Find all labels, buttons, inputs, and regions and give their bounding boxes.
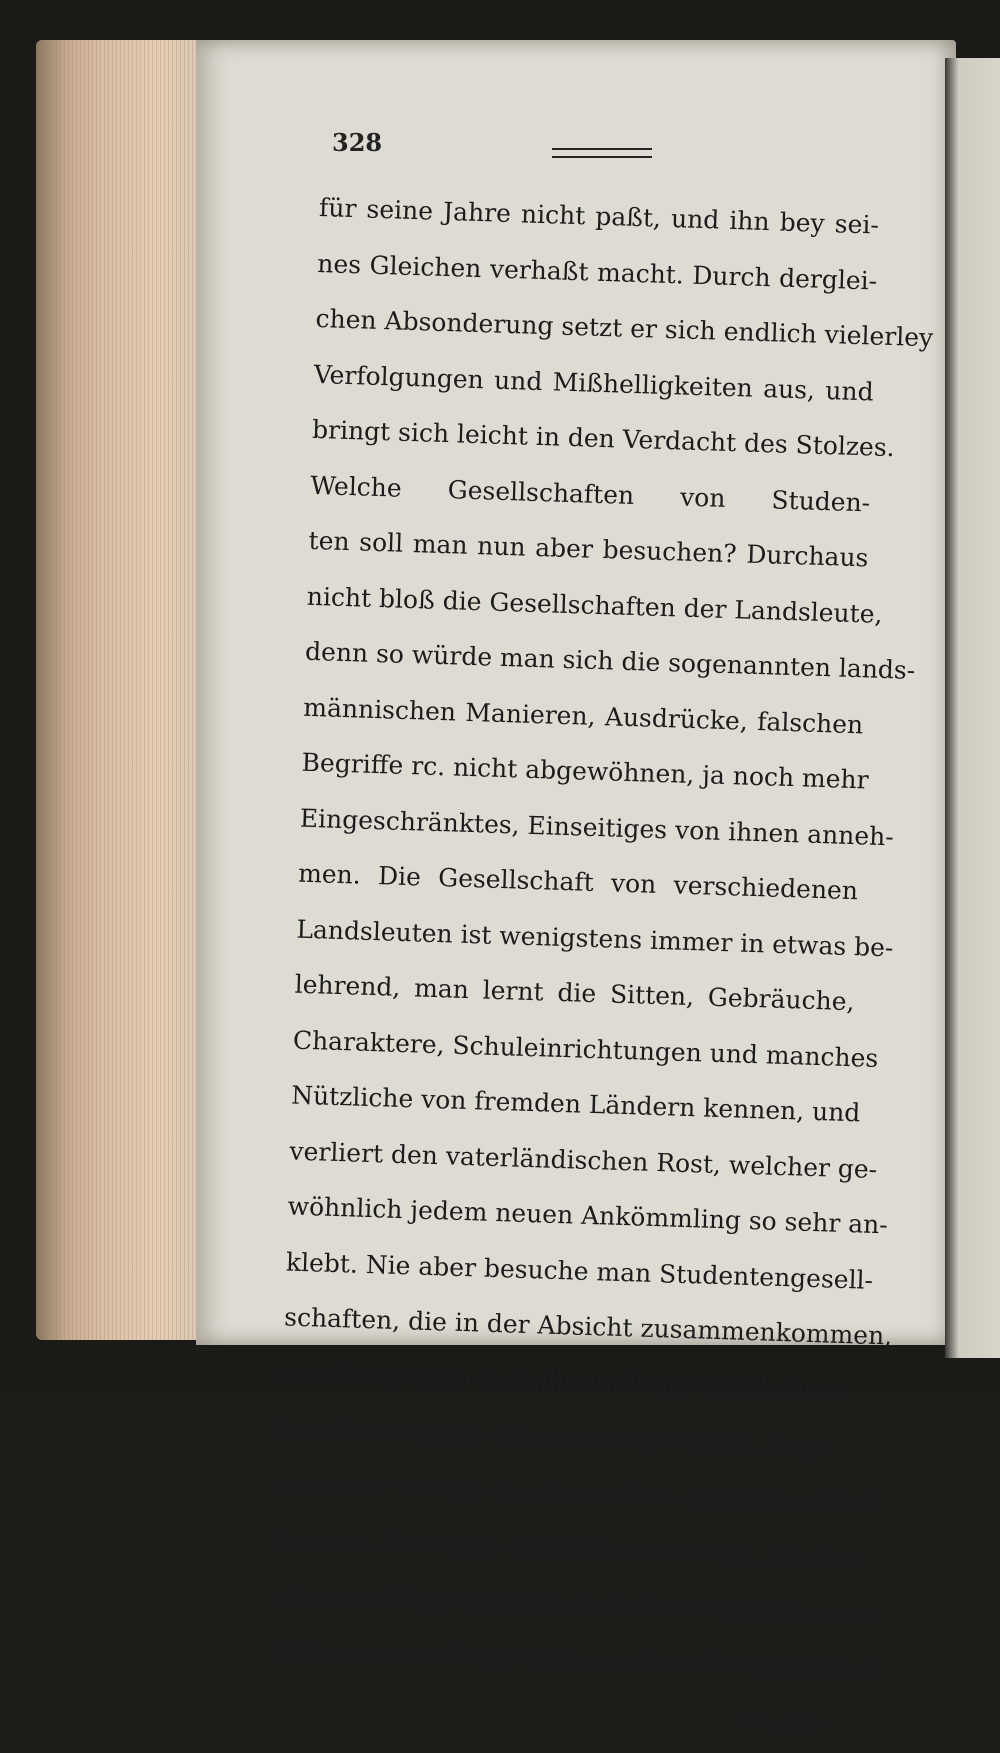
text-line: nicht bloß die Gesellschaften der Landsleute, — [306, 581, 883, 629]
text-line: Eingeschränktes, Einseitiges von ihnen anneh- — [299, 803, 895, 851]
text-line: nes Gleichen verhaßt macht. Durch derglei- — [316, 248, 878, 296]
text-line: wöhnlich jedem neuen Ankömmling so sehr an- — [287, 1191, 889, 1240]
text-line: Welche Gesellschaften von Studen- — [309, 470, 871, 517]
text-line: heiterer, zum Wohlwollen und zur Freundschaft — [273, 1635, 880, 1684]
text-line: gen aber wohne man bisweilen Zusammenkünf- — [278, 1468, 886, 1517]
text-line: lehrend, man lernt die Sitten, Gebräuche, — [294, 969, 855, 1017]
text-line: ten soll man nun aber besuchen? Durchaus — [308, 525, 869, 573]
text-line: um Saufgelage zu halten, die gewöhnlich un- — [282, 1357, 855, 1405]
text-line: Verfolgungen und Mißhelligkeiten aus, und — [313, 359, 875, 406]
text-line: schaften, die in der Absicht zusammenkommen, — [283, 1302, 893, 1351]
text-line: klebt. Nie aber besuche man Studentengesell- — [285, 1246, 874, 1295]
text-line: men. Die Gesellschaft von verschiedenen — [297, 858, 859, 906]
text-line: Landsleuten ist wenigstens immer in etwas be- — [296, 914, 894, 962]
text-line: bringt sich leicht in den Verdacht des Stolzes. — [311, 414, 896, 463]
text-line: ter dem Namen Commerce passiren; dage- — [280, 1413, 841, 1460]
text-line: verliert den vaterländischen Rost, welcher ge- — [289, 1136, 878, 1184]
page-body-text — [271, 180, 934, 1751]
page-number: 328 — [332, 128, 383, 157]
page-header — [332, 128, 872, 168]
text-line: männischen Manieren, Ausdrücke, falschen — [302, 692, 864, 739]
header-rule — [552, 148, 652, 158]
book-page-edges — [36, 40, 208, 1340]
text-line: Charaktere, Schuleinrichtungen und manches — [292, 1025, 879, 1073]
text-line: chen Absonderung setzt er sich endlich vielerley — [315, 303, 934, 353]
text-line: für seine Jahre nicht paßt, und ihn bey sei- — [318, 192, 880, 240]
next-page-edge — [945, 58, 1000, 1358]
text-line: Nützliche von fremden Ländern kennen, und — [290, 1080, 861, 1128]
text-line: denn so würde man sich die sogenannten lands- — [304, 636, 916, 685]
text-line: Begriffe rc. nicht abgewöhnen, ja noch mehr — [301, 747, 870, 795]
text-line: ten von Freunden und Bekannten bey, wo bey — [276, 1524, 858, 1572]
text-line: ermun- — [740, 1705, 833, 1738]
text-line: einem mäßigen, Freude belebenden Becher ein — [275, 1579, 879, 1628]
